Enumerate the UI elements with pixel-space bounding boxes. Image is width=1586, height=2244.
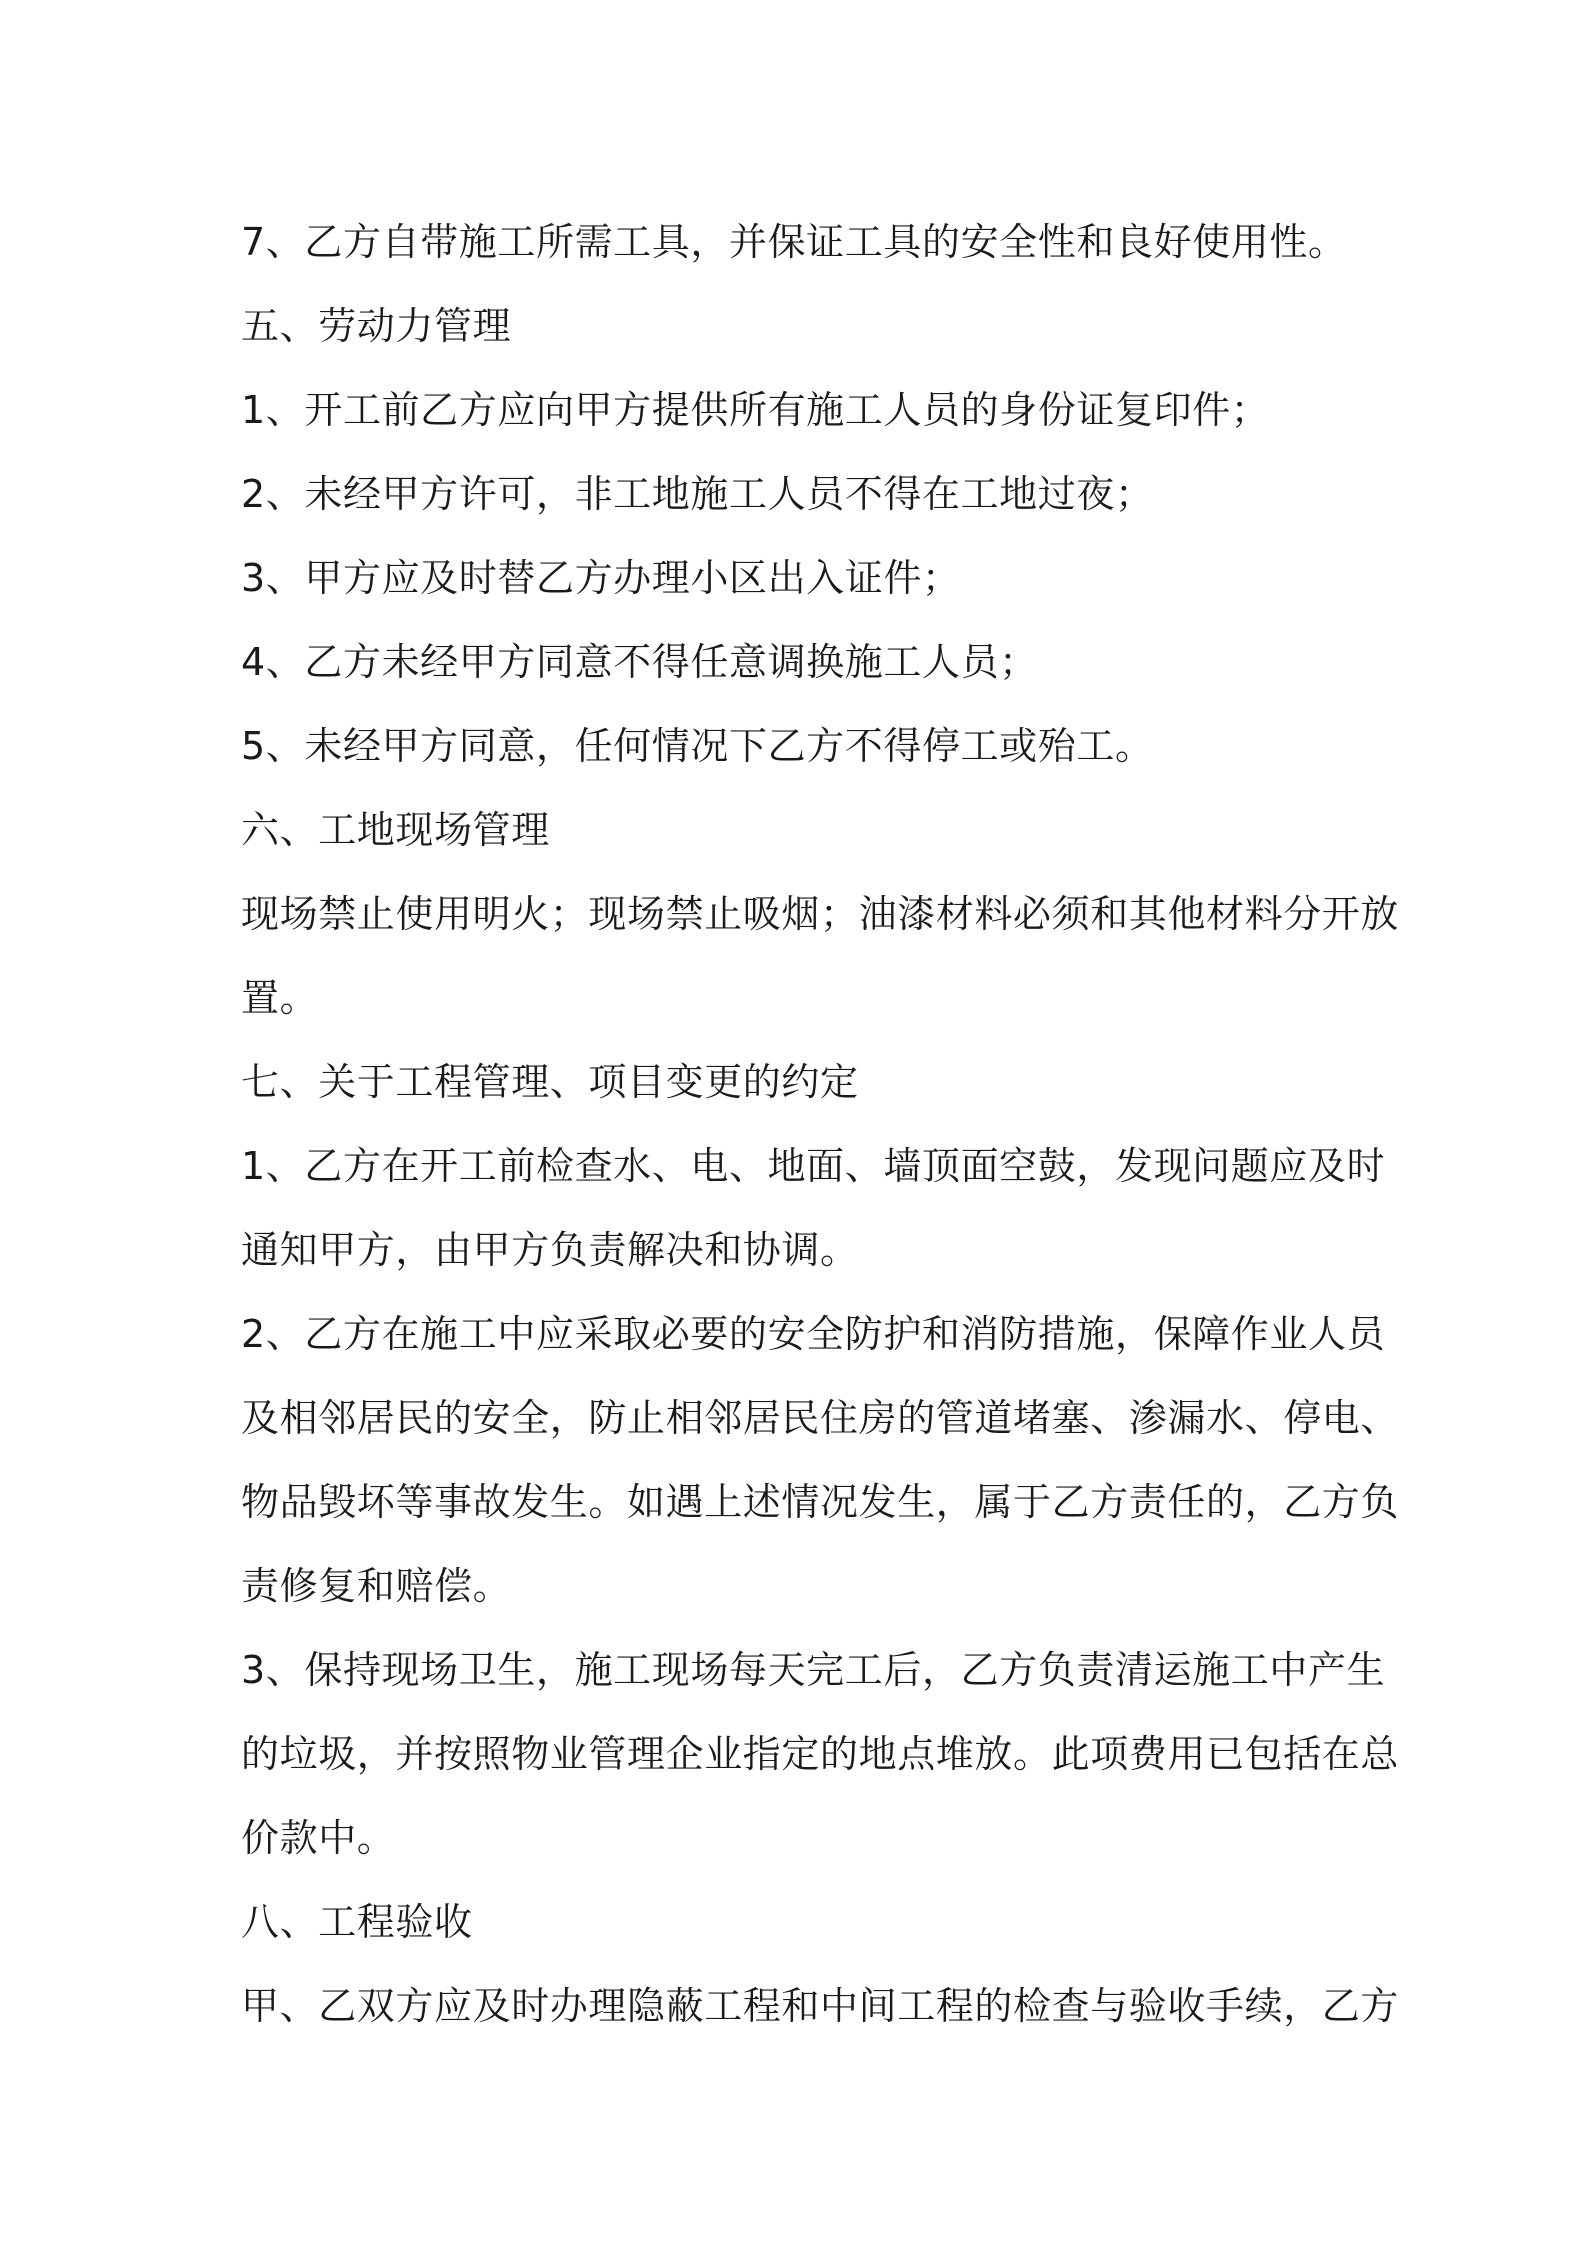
paragraph-site-line: 现场禁止使用明火；现场禁止吸烟；油漆材料必须和其他材料分开放: [241, 892, 1400, 936]
section-heading-labor: 五、劳动力管理: [241, 304, 512, 348]
list-item-management-1-line: 通知甲方，由甲方负责解决和协调。: [241, 1228, 859, 1272]
paragraph-acceptance-line: 甲、乙双方应及时办理隐蔽工程和中间工程的检查与验收手续，乙方: [241, 1984, 1400, 2028]
list-item-management-3-line: 价款中。: [241, 1816, 396, 1860]
list-item-tools-7: 7、乙方自带施工所需工具，并保证工具的安全性和良好使用性。: [241, 220, 1347, 264]
list-item-management-3-line: 的垃圾，并按照物业管理企业指定的地点堆放。此项费用已包括在总: [241, 1732, 1400, 1776]
section-heading-project-management: 七、关于工程管理、项目变更的约定: [241, 1060, 859, 1104]
list-item-labor-1: 1、开工前乙方应向甲方提供所有施工人员的身份证复印件；: [241, 388, 1270, 432]
list-item-management-2-line: 责修复和赔偿。: [241, 1564, 512, 1608]
list-item-labor-3: 3、甲方应及时替乙方办理小区出入证件；: [241, 556, 961, 600]
document-body: [241, 200, 1400, 2048]
list-item-management-2-line: 2、乙方在施工中应采取必要的安全防护和消防措施，保障作业人员: [241, 1312, 1386, 1356]
paragraph-site-line: 置。: [241, 976, 319, 1020]
section-heading-acceptance: 八、工程验收: [241, 1900, 473, 1944]
list-item-management-2-line: 物品毁坏等事故发生。如遇上述情况发生，属于乙方责任的，乙方负: [241, 1480, 1400, 1524]
list-item-management-1-line: 1、乙方在开工前检查水、电、地面、墙顶面空鼓，发现问题应及时: [241, 1144, 1386, 1188]
section-heading-site: 六、工地现场管理: [241, 808, 550, 852]
list-item-labor-5: 5、未经甲方同意，任何情况下乙方不得停工或殆工。: [241, 724, 1154, 768]
list-item-management-3-line: 3、保持现场卫生，施工现场每天完工后，乙方负责清运施工中产生: [241, 1648, 1386, 1692]
list-item-labor-2: 2、未经甲方许可，非工地施工人员不得在工地过夜；: [241, 472, 1154, 516]
list-item-management-2-line: 及相邻居民的安全，防止相邻居民住房的管道堵塞、渗漏水、停电、: [241, 1396, 1400, 1440]
list-item-labor-4: 4、乙方未经甲方同意不得任意调换施工人员；: [241, 640, 1038, 684]
